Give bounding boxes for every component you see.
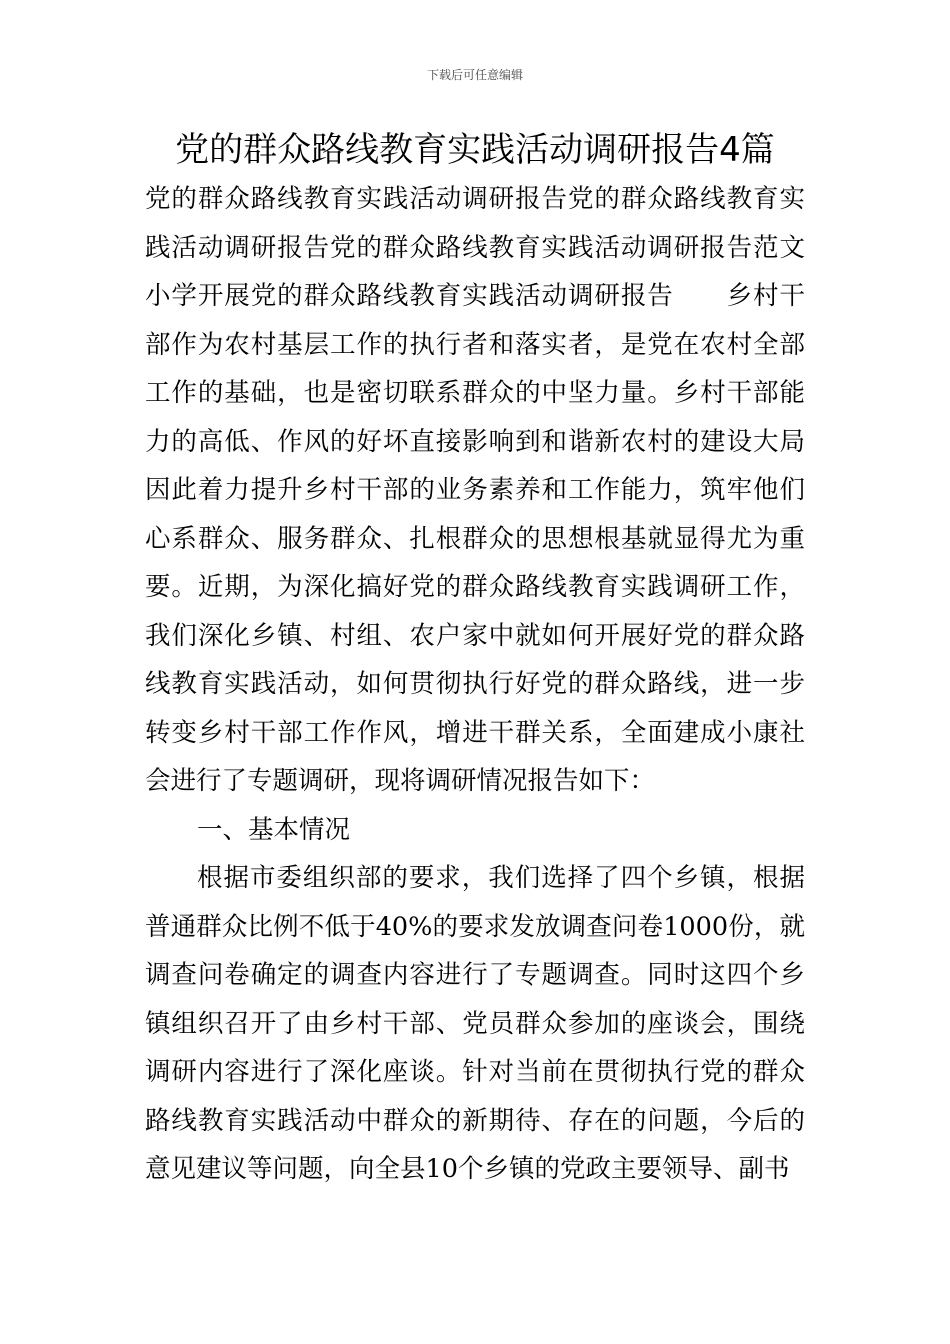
paragraph-basic-situation: 根据市委组织部的要求，我们选择了四个乡镇，根据普通群众比例不低于40%的要求发放调查问卷1000份，就调查问卷确定的调查内容进行了专题调查。同时这四个乡镇组织召开了由乡村干部、党员群众参加的座谈会，围绕调研内容进行了深化座谈。针对当前在贯彻执行党的群众路线教育实践活动中群众的新期待、存在的问题，今后的意见建议等问题，向全县10个乡镇的党政主要领导、副书 (145, 863, 805, 1184)
document-body (145, 175, 805, 1194)
section-heading-basic-situation: 一、基本情况 (197, 814, 351, 845)
document-title: 党的群众路线教育实践活动调研报告4篇 (175, 130, 775, 170)
paragraph-intro: 党的群众路线教育实践活动调研报告党的群众路线教育实践活动调研报告党的群众路线教育实践活动调研报告范文小学开展党的群众路线教育实践活动调研报告 乡村干部作为农村基层工作的执行者和落实者，是党在农村全部工作的基础，也是密切联系群众的中坚力量。乡村干部能力的高低、作风的好坏直接影响到和谐新农村的建设大局因此着力提升乡村干部的业务素养和工作能力，筑牢他们心系群众、服务群众、扎根群众的思想根基就显得尤为重要。近期，为深化搞好党的群众路线教育实践调研工作，我们深化乡镇、村组、农户家中就如何开展好党的群众路线教育实践活动，如何贯彻执行好党的群众路线，进一步转变乡村干部工作作风，增进干群关系，全面建成小康社会进行了专题调研，现将调研情况报告如下： (145, 184, 805, 796)
page-header-note: 下载后可任意编辑 (426, 68, 523, 82)
